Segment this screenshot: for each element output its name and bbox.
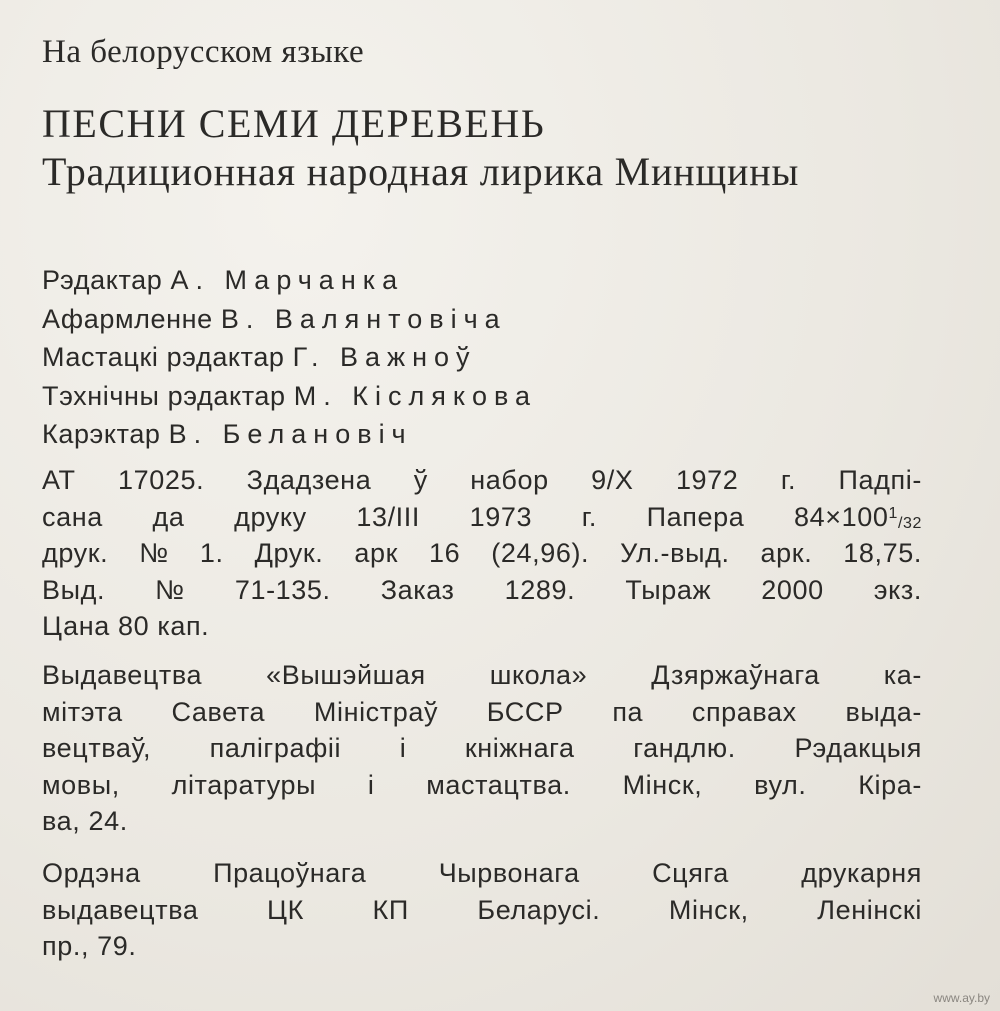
credit-role: Афармленне xyxy=(42,303,213,334)
text-word: 9/Х xyxy=(591,465,634,495)
text-word: вецтваў, xyxy=(42,733,152,763)
publisher-line-1 xyxy=(42,660,922,697)
text-word: 2000 xyxy=(761,574,824,605)
text-word: Падпі- xyxy=(838,465,922,495)
text-word: гандлю. xyxy=(633,733,736,763)
imprint-block xyxy=(42,465,922,648)
imprint-word: друку xyxy=(234,501,307,532)
text-word: 16 xyxy=(429,538,461,568)
text-word: арк xyxy=(354,538,399,568)
text-word: Кіра- xyxy=(858,769,922,800)
text-word: Рэдакцыя xyxy=(794,733,922,763)
book-subtitle: Традиционная народная лирика Минщины xyxy=(42,149,800,194)
text-word: Мінск, xyxy=(622,769,703,800)
paper-fraction-num: 1 xyxy=(888,504,898,522)
credit-line-proofreader xyxy=(42,419,972,458)
credit-line-art-editor xyxy=(42,342,972,381)
credit-role: Мастацкі рэдактар xyxy=(42,342,285,372)
text-word: Тыраж xyxy=(625,574,712,605)
book-title: ПЕСНИ СЕМИ ДЕРЕВЕНЬ xyxy=(42,101,546,146)
paper-format-size: 84×100 xyxy=(793,501,889,532)
text-word: выда- xyxy=(845,696,922,727)
text-word: мітэта xyxy=(42,696,123,727)
printer-address-end: пр., 79. xyxy=(42,931,137,961)
site-watermark: www.ay.by xyxy=(933,991,990,1005)
imprint-line-5 xyxy=(42,611,922,648)
publisher-block xyxy=(42,660,922,843)
imprint-word: да xyxy=(152,501,185,532)
text-word: кніжнага xyxy=(464,733,575,763)
text-word: Друк. xyxy=(254,538,324,568)
printer-line-2 xyxy=(42,895,922,932)
publisher-line-4 xyxy=(42,770,922,807)
text-word: Савета xyxy=(171,696,266,727)
text-word: № xyxy=(155,574,185,605)
imprint-line-3 xyxy=(42,538,922,575)
text-word: «Вышэйшая xyxy=(266,660,426,690)
text-word: Сцяга xyxy=(652,858,729,888)
text-word: школа» xyxy=(489,660,588,690)
credit-name: В. Белановіч xyxy=(168,419,413,449)
text-word: 1. xyxy=(199,538,224,568)
text-word: Мінск, xyxy=(668,894,749,925)
text-word: літаратуры xyxy=(171,769,317,800)
text-word: Дзяржаўнага xyxy=(651,660,820,690)
imprint-word: сана xyxy=(42,501,103,532)
text-word: 1289. xyxy=(504,574,576,605)
imprint-word: 1973 xyxy=(469,501,533,532)
text-word: ЦК xyxy=(267,894,304,925)
text-word: Чырвонага xyxy=(438,858,580,888)
text-word: Ордэна xyxy=(42,858,141,888)
text-word: вул. xyxy=(754,769,807,800)
credit-name: А. Марчанка xyxy=(170,265,405,295)
imprint-word: 13/III xyxy=(356,501,420,532)
credit-name: В. Валянтовіча xyxy=(220,303,507,334)
text-word: (24,96). xyxy=(491,538,590,568)
text-word: экз. xyxy=(873,574,922,605)
credit-name: Г. Важноў xyxy=(292,342,477,372)
text-word: 71-135. xyxy=(234,574,331,605)
credit-role: Тэхнічны рэдактар xyxy=(42,380,286,411)
text-word: Здадзена xyxy=(246,465,372,495)
text-word: Ул.-выд. xyxy=(620,538,730,568)
text-word: мовы, xyxy=(42,769,120,800)
text-word: друк. xyxy=(42,538,109,568)
text-word: БССР xyxy=(486,696,564,727)
text-word: Ленінскі xyxy=(817,894,922,925)
text-word: арк. xyxy=(760,538,813,568)
text-word: 17025. xyxy=(118,465,205,495)
text-word: Працоўнага xyxy=(213,858,367,888)
text-word: КП xyxy=(372,894,409,925)
imprint-word: г. xyxy=(581,501,597,532)
imprint-line-1 xyxy=(42,465,922,502)
credit-role: Рэдактар xyxy=(42,265,163,295)
paper-format: $84\times 100^1/32$ xyxy=(793,501,922,532)
publisher-line-5 xyxy=(42,806,922,843)
text-word: 18,75. xyxy=(843,538,922,568)
credit-line-editor xyxy=(42,265,972,304)
text-word: мастацтва. xyxy=(426,769,571,800)
text-word: Выдавецтва xyxy=(42,660,203,690)
text-word: і xyxy=(367,769,375,800)
text-word: АТ xyxy=(42,465,76,495)
publisher-line-3 xyxy=(42,733,922,770)
text-word: Міністраў xyxy=(313,696,439,727)
text-word: Выд. xyxy=(42,574,106,605)
printer-block xyxy=(42,858,922,968)
text-word: справах xyxy=(691,696,797,727)
printer-line-3 xyxy=(42,931,922,968)
credits-list xyxy=(42,265,972,458)
publisher-line-2 xyxy=(42,697,922,734)
text-word: Заказ xyxy=(380,574,455,605)
text-word: набор xyxy=(470,465,549,495)
text-word: № xyxy=(139,538,169,568)
credit-name: М. Кіслякова xyxy=(293,380,538,411)
text-word: ў xyxy=(413,465,428,495)
text-word: па xyxy=(612,696,644,727)
text-word: ка- xyxy=(883,660,922,690)
text-word: выдавецтва xyxy=(42,894,199,925)
printer-line-1 xyxy=(42,858,922,895)
language-note: На белорусском языке xyxy=(42,34,365,70)
publisher-address-end: ва, 24. xyxy=(42,806,128,836)
paper-fraction-den: 32 xyxy=(902,514,922,532)
imprint-line-2 xyxy=(42,502,922,539)
credit-role: Карэктар xyxy=(42,419,161,449)
credit-line-design xyxy=(42,304,972,343)
imprint-word: Папера xyxy=(646,501,745,532)
text-word: і xyxy=(399,733,407,763)
text-word: паліграфіі xyxy=(209,733,342,763)
credit-line-tech-editor xyxy=(42,381,972,420)
text-word: друкарня xyxy=(801,858,922,888)
text-word: г. xyxy=(780,465,797,495)
text-word: 1972 xyxy=(675,465,739,495)
price-text: Цана 80 кап. xyxy=(42,611,210,641)
text-word: Беларусі. xyxy=(477,894,601,925)
imprint-line-4 xyxy=(42,575,922,612)
